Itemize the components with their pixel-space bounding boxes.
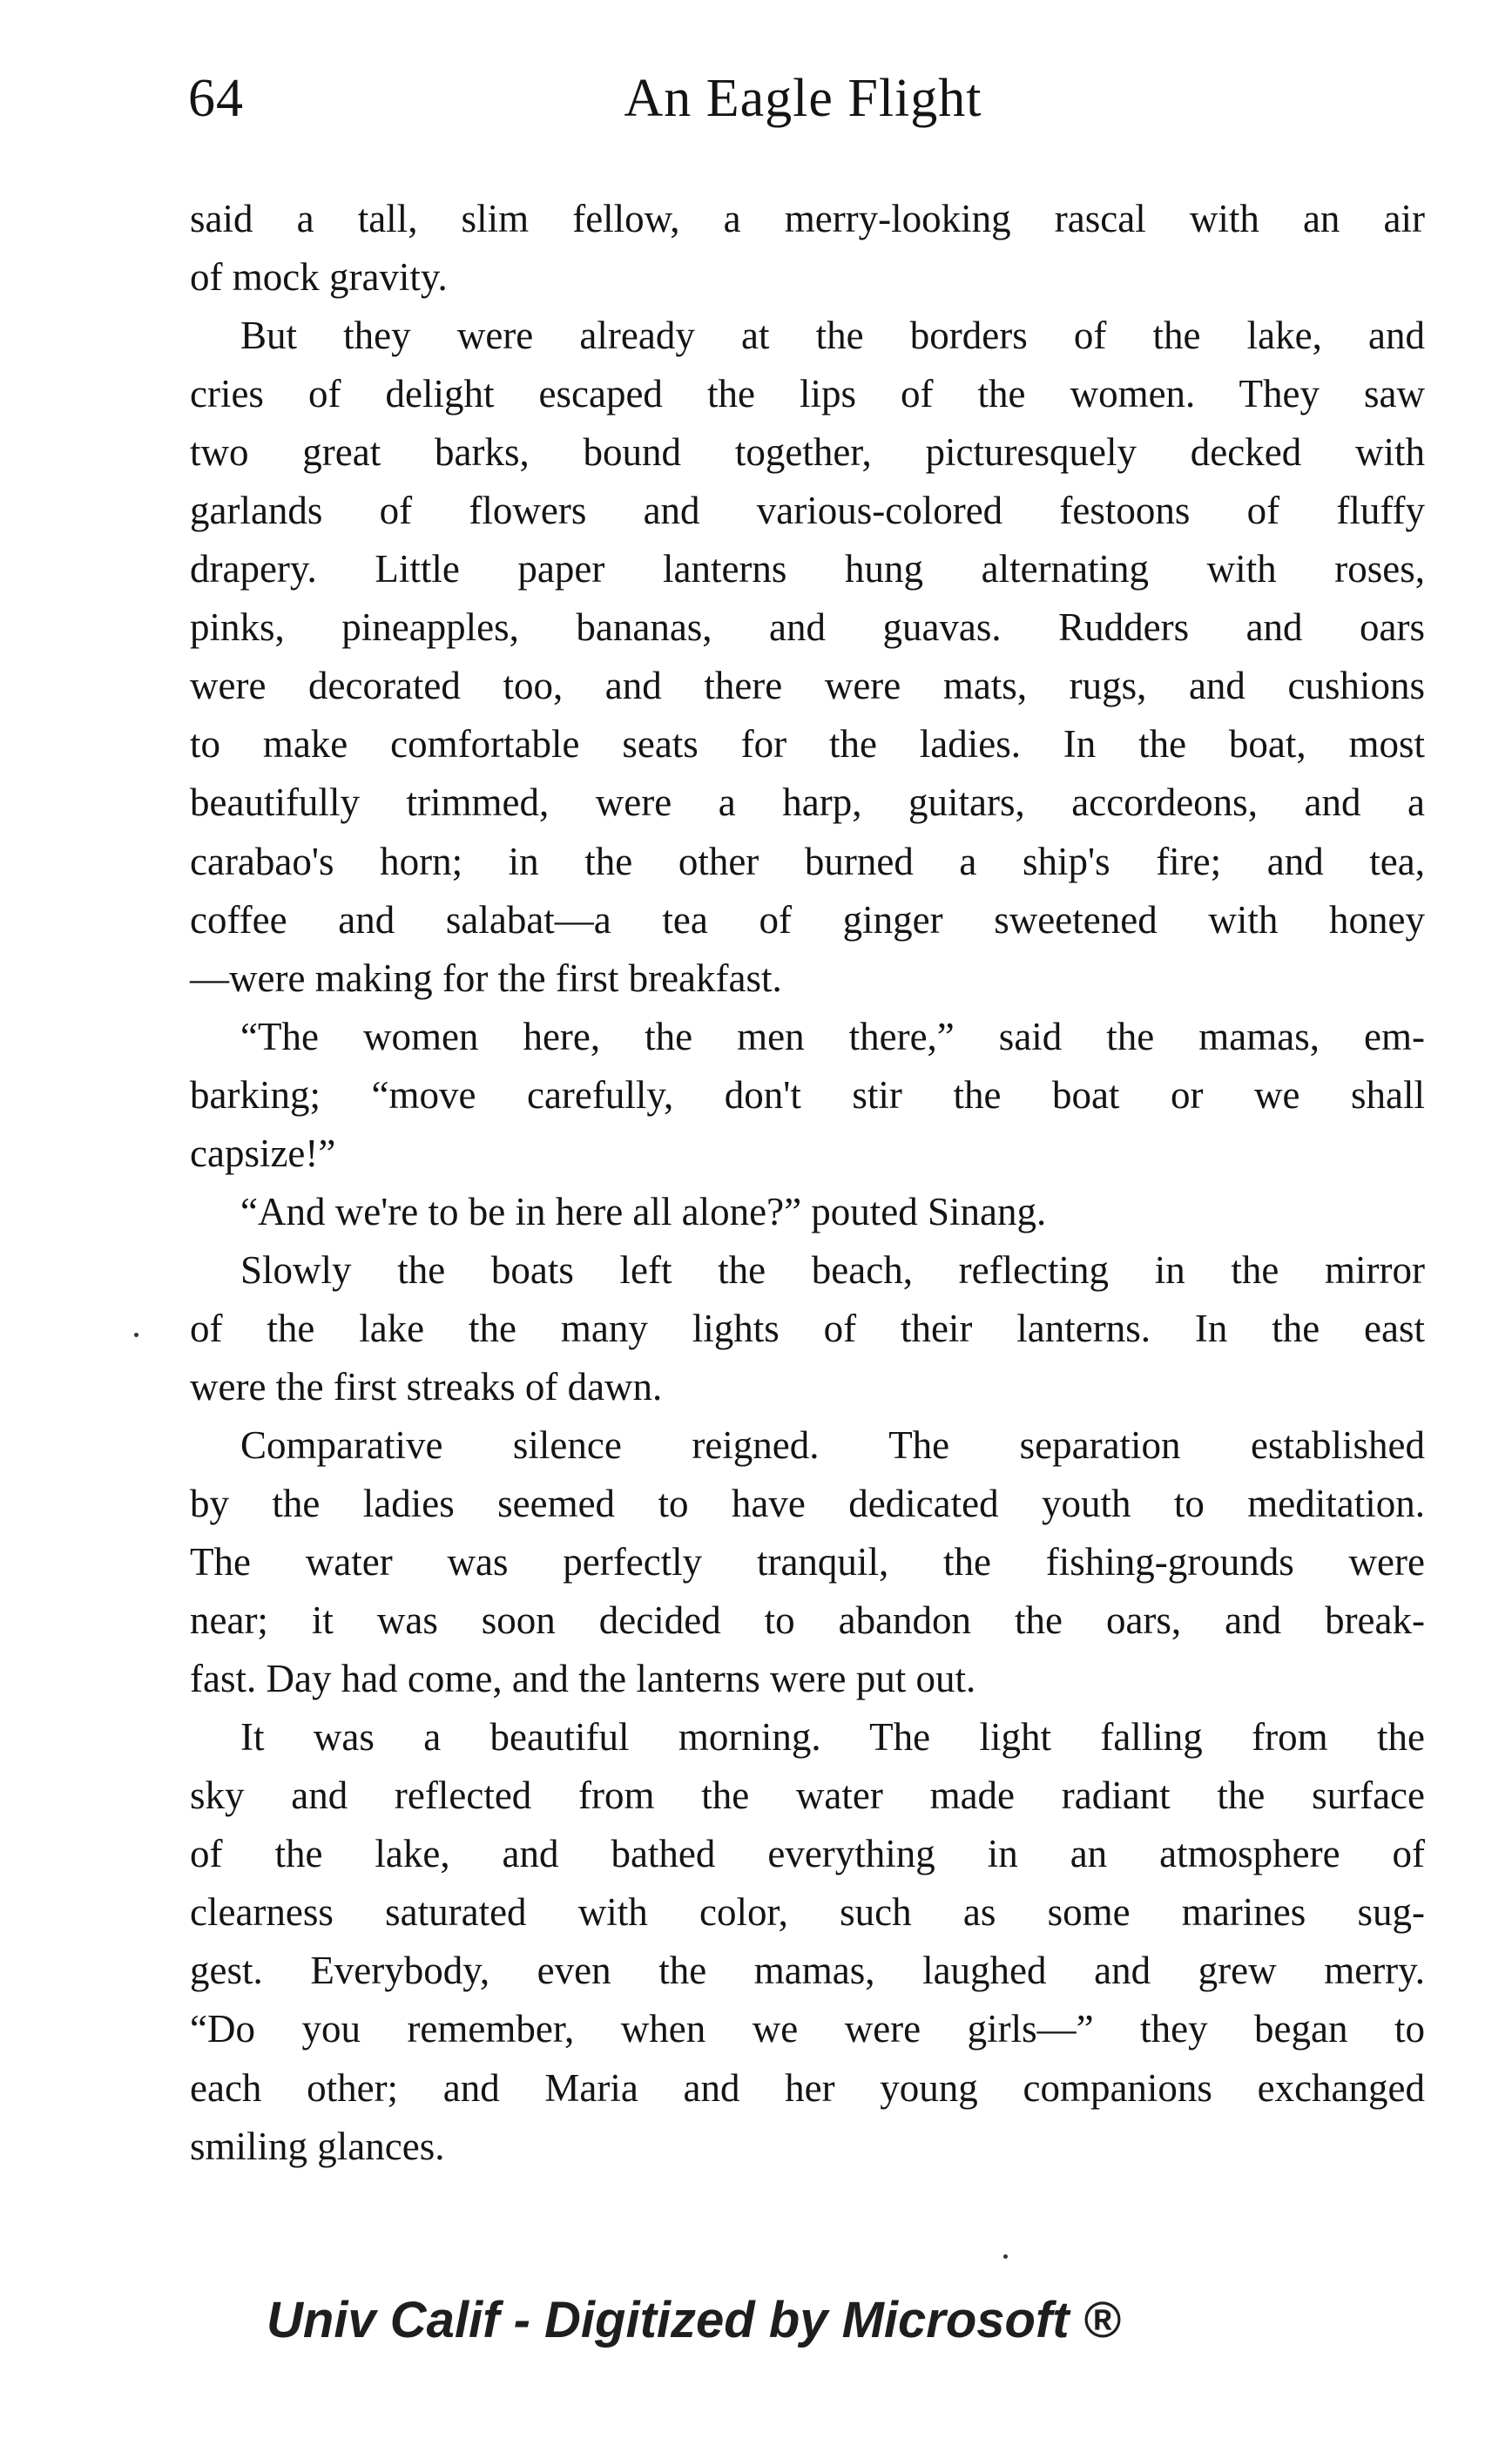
text-line: near; it was soon decided to abandon the oars, and break- [190, 1598, 1425, 1643]
text-line: each other; and Maria and her young companions exchanged [190, 2065, 1425, 2110]
text-line: cries of delight escaped the lips of the women. They saw [190, 372, 1425, 416]
text-line: sky and reflected from the water made radiant the surface [190, 1774, 1425, 1818]
text-line: “The women here, the men there,” said the mamas, em- [240, 1014, 1425, 1058]
text-line: But they were already at the borders of the lake, and [240, 314, 1425, 358]
text-line: were the first streaks of dawn. [190, 1364, 663, 1409]
text-line: two great barks, bound together, picturesquely decked with [190, 430, 1425, 475]
text-line: smiling glances. [190, 2124, 445, 2168]
text-line: “And we're to be in here all alone?” pouted Sinang. [240, 1189, 1047, 1233]
text-line: said a tall, slim fellow, a merry-looking rascal with an air [190, 197, 1425, 240]
text-line: to make comfortable seats for the ladies. In the boat, most [190, 722, 1425, 767]
paragraph [190, 1008, 1425, 1183]
body-text [190, 190, 1425, 2176]
paragraph [190, 307, 1425, 1008]
text-line: garlands of flowers and various-colored festoons of fluffy [190, 489, 1425, 533]
text-line: —were making for the first breakfast. [190, 956, 782, 1000]
digitization-watermark: Univ Calif - Digitized by Microsoft ® [267, 2292, 1121, 2348]
text-line: of the lake the many lights of their lanterns. In the east [190, 1306, 1425, 1350]
page-number: 64 [188, 69, 244, 128]
text-line: It was a beautiful morning. The light falling from the [240, 1715, 1425, 1760]
paragraph [190, 190, 1425, 307]
text-line: Comparative silence reigned. The separation established [240, 1422, 1425, 1467]
text-line: clearness saturated with color, such as some marines sug- [190, 1890, 1425, 1935]
text-line: coffee and salabat—a tea of ginger sweetened with honey [190, 897, 1425, 942]
text-line: pinks, pineapples, bananas, and guavas. Rudders and oars [190, 605, 1425, 650]
text-line: gest. Everybody, even the mamas, laughed and grew merry. [190, 1949, 1425, 1993]
text-line: of the lake, and bathed everything in an atmosphere of [190, 1832, 1425, 1876]
text-line: The water was perfectly tranquil, the fishing-grounds were [190, 1540, 1425, 1584]
paragraph [190, 1416, 1425, 1708]
paragraph [190, 1708, 1425, 2175]
paragraph [190, 1183, 1425, 1241]
stray-mark [1003, 2254, 1008, 2259]
text-line: barking; “move carefully, don't stir the boat or we shall [190, 1072, 1425, 1117]
text-line: of mock gravity. [190, 255, 448, 300]
text-line: were decorated too, and there were mats, rugs, and cushions [190, 664, 1425, 708]
text-line: “Do you remember, when we were girls—” they began to [190, 2007, 1425, 2051]
text-line: beautifully trimmed, were a harp, guitars, accordeons, and a [190, 780, 1425, 825]
text-line: drapery. Little paper lanterns hung alternating with roses, [190, 547, 1425, 591]
text-line: by the ladies seemed to have dedicated youth to meditation. [190, 1482, 1425, 1526]
paragraph [190, 1241, 1425, 1416]
text-line: carabao's horn; in the other burned a ship's fire; and tea, [190, 839, 1425, 883]
text-line: capsize!” [190, 1131, 336, 1175]
running-title: An Eagle Flight [624, 69, 982, 128]
stray-mark [134, 1333, 138, 1337]
text-line: Slowly the boats left the beach, reflecting in the mirror [240, 1247, 1425, 1292]
text-line: fast. Day had come, and the lanterns were put out. [190, 1657, 976, 1701]
